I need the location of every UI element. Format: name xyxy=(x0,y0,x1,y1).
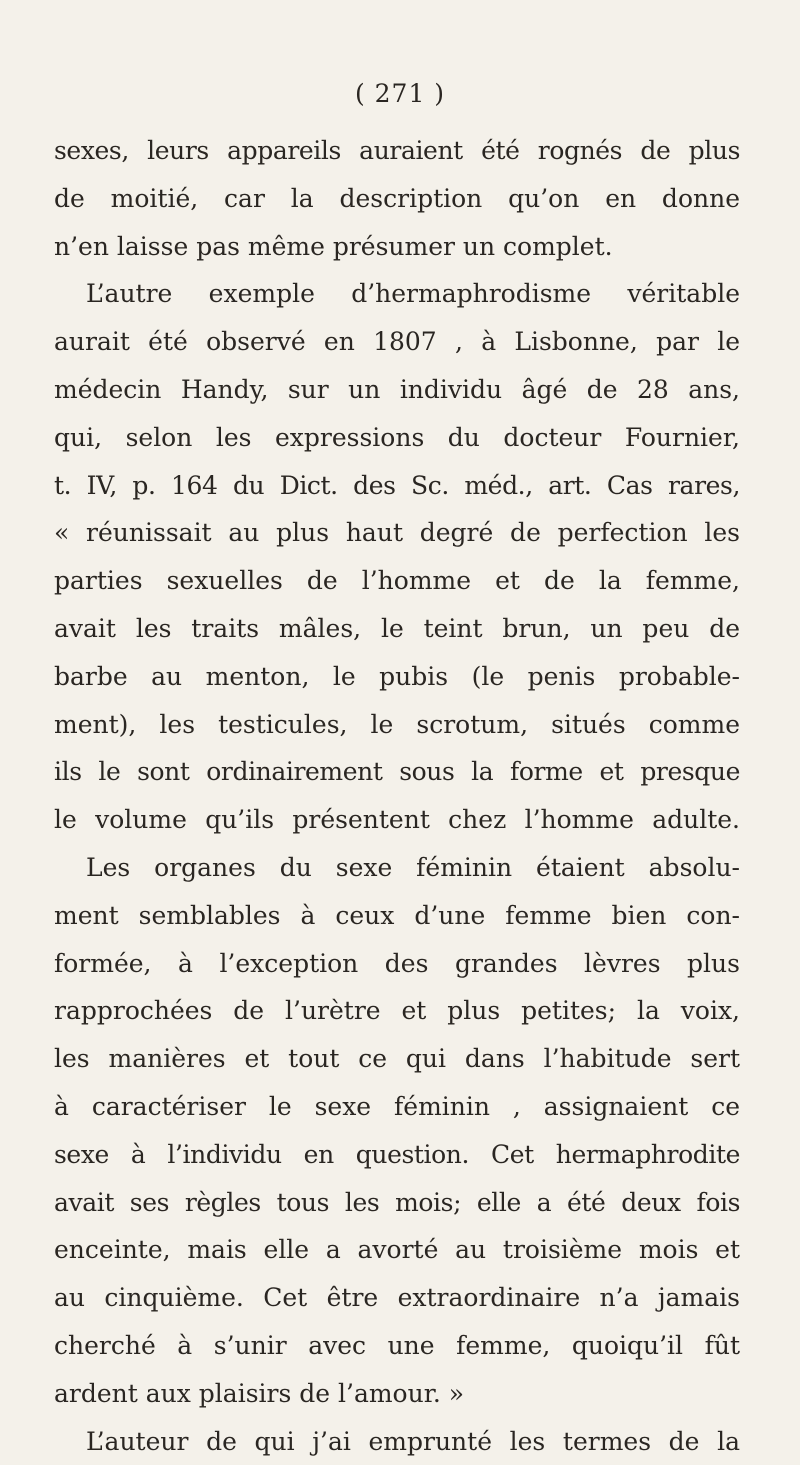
text-line: L’autre exemple d’hermaphrodisme véritable xyxy=(86,279,740,309)
text-line: enceinte, mais elle a avorté au troisième mois et xyxy=(54,1235,740,1265)
text-line: barbe au menton, le pubis (le penis probable- xyxy=(54,661,740,691)
text-line: qui, selon les expressions du docteur Fournier, xyxy=(54,422,740,452)
text-line: de moitié, car la description qu’on en donne xyxy=(54,183,740,213)
text-line: sexes, leurs appareils auraient été rognés de plus xyxy=(54,136,740,165)
text-line: à caractériser le sexe féminin , assignaient ce xyxy=(54,1091,740,1121)
text-line: les manières et tout ce qui dans l’habitude sert xyxy=(54,1044,740,1074)
text-line: le volume qu’ils présentent chez l’homme adulte. xyxy=(54,805,740,835)
text-line: t. IV, p. 164 du Dict. des Sc. méd., art. Cas rares, xyxy=(54,470,740,500)
text-line: L’auteur de qui j’ai emprunté les termes de la xyxy=(86,1426,740,1456)
text-line: médecin Handy, sur un individu âgé de 28 ans, xyxy=(54,374,740,404)
text-line: parties sexuelles de l’homme et de la femme, xyxy=(54,566,740,596)
page-number: ( 271 ) xyxy=(354,79,446,108)
text-line: aurait été observé en 1807 , à Lisbonne, par le xyxy=(54,327,740,357)
text-line: avait les traits mâles, le teint brun, un peu de xyxy=(54,613,740,643)
text-line: ardent aux plaisirs de l’amour. » xyxy=(54,1378,465,1408)
text-line: sexe à l’individu en question. Cet hermaphrodite xyxy=(54,1139,740,1169)
text-line: ment semblables à ceux d’une femme bien con- xyxy=(54,900,740,930)
text-line: Les organes du sexe féminin étaient absolu- xyxy=(86,852,740,882)
body-text xyxy=(54,127,740,1465)
text-line: rapprochées de l’urètre et plus petites; la voix, xyxy=(54,996,740,1026)
text-line: ils le sont ordinairement sous la forme et presque xyxy=(54,757,740,787)
text-line: cherché à s’unir avec une femme, quoiqu’il fût xyxy=(54,1330,740,1360)
text-line: ment), les testicules, le scrotum, situés comme xyxy=(54,709,740,739)
text-line: « réunissait au plus haut degré de perfection les xyxy=(54,518,740,548)
text-line: avait ses règles tous les mois; elle a été deux fois xyxy=(54,1187,740,1217)
text-line: n’en laisse pas même présumer un complet. xyxy=(54,231,613,261)
text-line: au cinquième. Cet être extraordinaire n’a jamais xyxy=(54,1283,740,1313)
text-line: formée, à l’exception des grandes lèvres plus xyxy=(54,948,740,978)
